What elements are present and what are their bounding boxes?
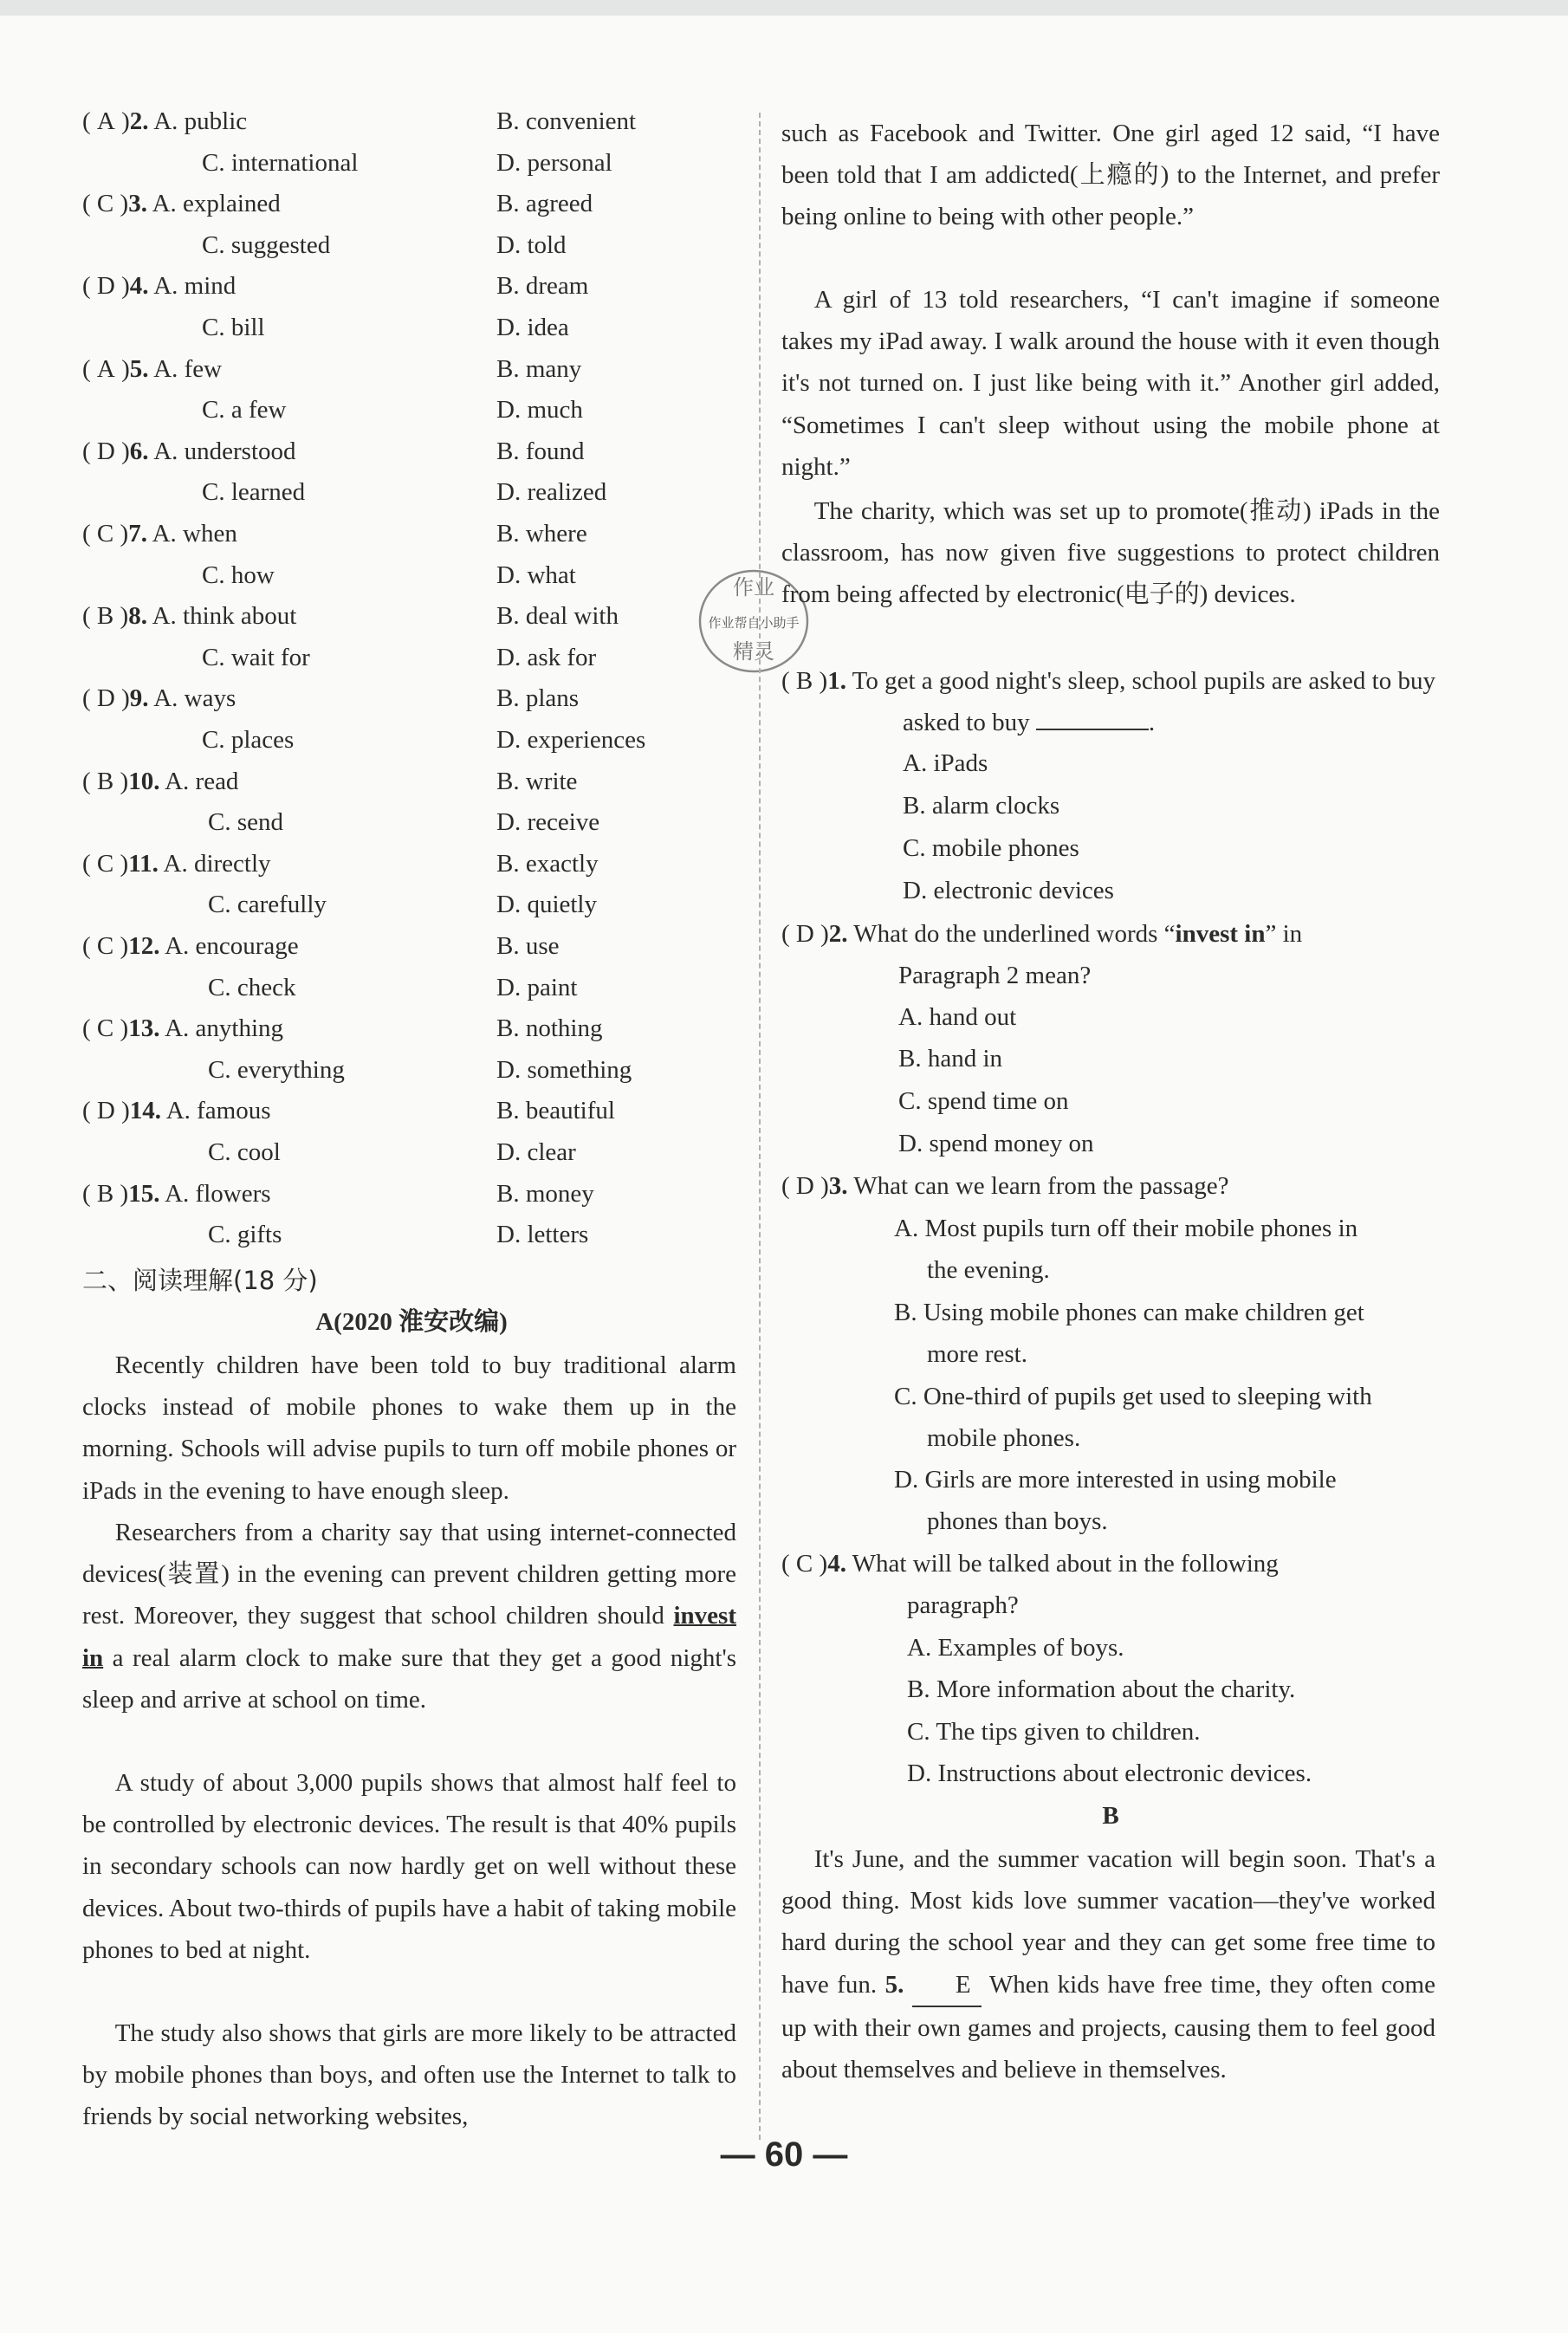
cloze-answer: C xyxy=(96,1014,114,1043)
p2-text-after: a real alarm clock to make sure that they get a good night's sleep and arrive at school on time. xyxy=(82,1643,736,1714)
cloze-answer: D xyxy=(96,1097,115,1125)
q4-option-a: A. Examples of boys. xyxy=(907,1634,1124,1662)
q2-stem-before: What do the underlined words “ xyxy=(853,920,1176,948)
cloze-option-a: A. directly xyxy=(163,849,271,878)
cloze-answer: A xyxy=(96,354,115,383)
cloze-option-d: D. idea xyxy=(496,314,569,341)
cloze-number: 12 xyxy=(128,932,154,960)
cloze-number: 2 xyxy=(129,107,143,135)
cloze-item-15: ( B )15. A. flowers xyxy=(82,1179,271,1208)
cloze-option-d: D. ask for xyxy=(496,643,597,671)
cloze-option-a: A. anything xyxy=(165,1014,284,1043)
cloze-item-7: ( C )7. A. when xyxy=(82,520,237,548)
cloze-option-a: A. ways xyxy=(153,684,236,713)
q2-stem-bold: invest in xyxy=(1175,920,1266,948)
question-2-stem-line2: Paragraph 2 mean? xyxy=(898,962,1092,989)
cloze-answer: B xyxy=(96,767,114,795)
cloze-option-a: A. mind xyxy=(153,272,236,301)
q3-option-c-line1: C. One-third of pupils get used to sleeping with xyxy=(894,1383,1372,1410)
cloze-answer: B xyxy=(96,1179,114,1208)
cloze-option-d: D. told xyxy=(496,230,567,259)
cloze-option-c: C. everything xyxy=(208,1055,345,1084)
cloze-number: 4 xyxy=(129,272,143,301)
cloze-option-b: B. many xyxy=(496,354,582,383)
cloze-option-d: D. what xyxy=(496,561,576,589)
cloze-option-c: C. check xyxy=(208,973,296,1001)
cloze-item-4: ( D )4. A. mind xyxy=(82,272,236,301)
cloze-number: 10 xyxy=(128,767,154,795)
q3-option-d-line1: D. Girls are more interested in using mobile xyxy=(894,1466,1337,1494)
cloze-option-b: B. found xyxy=(496,437,585,465)
q1-blank xyxy=(1036,708,1149,730)
cloze-number: 9 xyxy=(129,684,143,713)
q1-stem-end: . xyxy=(1148,709,1156,736)
cloze-option-b: B. beautiful xyxy=(496,1097,615,1125)
cloze-number: 5 xyxy=(129,354,143,383)
passage-b-title: B xyxy=(1102,1802,1119,1830)
cloze-option-c: C. how xyxy=(202,561,275,589)
q4-stem: What will be talked about in the following xyxy=(852,1550,1279,1578)
cloze-option-a: A. when xyxy=(152,520,237,548)
q3-option-c-line2: mobile phones. xyxy=(927,1424,1081,1452)
cloze-option-b: B. money xyxy=(496,1179,594,1208)
cloze-answer: A xyxy=(96,107,115,135)
passage-a-paragraph-6: The charity, which was set up to promote(推动) iPads in the classroom, has now given five suggestions to protect children from being affected by electronic(电子的) devices. xyxy=(781,497,1440,609)
q3-option-b-line2: more rest. xyxy=(927,1340,1027,1368)
cloze-option-b: B. exactly xyxy=(496,849,599,878)
cloze-item-13: ( C )13. A. anything xyxy=(82,1014,284,1043)
page-number: — 60 — xyxy=(720,2135,848,2174)
cloze-option-b: B. deal with xyxy=(496,602,619,631)
cloze-option-a: A. famous xyxy=(165,1097,271,1125)
scan-edge xyxy=(0,0,1568,16)
q1-option-b: B. alarm clocks xyxy=(903,792,1060,820)
cloze-item-2: ( A )2. A. public xyxy=(82,107,248,135)
section-title: 二、阅读理解(18 分) xyxy=(82,1266,318,1295)
cloze-option-c: C. learned xyxy=(202,478,306,507)
cloze-answer: B xyxy=(96,602,114,631)
cloze-number: 7 xyxy=(128,520,141,548)
q3-number: 3 xyxy=(828,1172,842,1200)
question-4: ( C )4. What will be talked about in the following xyxy=(781,1550,1279,1578)
cloze-option-c: C. a few xyxy=(202,396,287,424)
cloze-number: 11 xyxy=(128,849,152,878)
q1-number: 1 xyxy=(827,667,840,695)
cloze-item-8: ( B )8. A. think about xyxy=(82,602,297,631)
cloze-option-d: D. something xyxy=(496,1055,632,1084)
q3-option-a-line2: the evening. xyxy=(927,1256,1050,1284)
cloze-option-c: C. carefully xyxy=(208,891,327,919)
q2-option-b: B. hand in xyxy=(898,1045,1003,1073)
q2-option-c: C. spend time on xyxy=(898,1087,1069,1115)
question-1: ( B )1. To get a good night's sleep, school pupils are asked to buy xyxy=(781,667,1435,695)
cloze-answer: C xyxy=(96,520,114,548)
passage-a-paragraph-4: The study also shows that girls are more likely to be attracted by mobile phones than boys, and often use the Internet to talk to friends by social networking websites, xyxy=(82,2019,736,2131)
cloze-option-d: D. receive xyxy=(496,808,600,837)
q1-option-c: C. mobile phones xyxy=(903,834,1079,862)
cloze-option-b: B. dream xyxy=(496,272,589,301)
cloze-option-d: D. much xyxy=(496,396,583,424)
passage-a-title: A(2020 淮安改编) xyxy=(315,1308,508,1336)
cloze-option-d: D. realized xyxy=(496,478,607,507)
cloze-item-12: ( C )12. A. encourage xyxy=(82,932,299,960)
cloze-number: 6 xyxy=(129,437,143,465)
cloze-option-d: D. quietly xyxy=(496,891,597,919)
cloze-option-c: C. send xyxy=(208,808,283,837)
q3-option-d-line2: phones than boys. xyxy=(927,1507,1108,1535)
cloze-option-a: A. think about xyxy=(152,602,297,631)
question-3: ( D )3. What can we learn from the passage? xyxy=(781,1172,1229,1200)
cloze-option-b: B. where xyxy=(496,520,587,548)
cloze-item-6: ( D )6. A. understood xyxy=(82,437,296,465)
p2-text-before: Researchers from a charity say that using internet-connected devices(装置) in the evening can prevent children getting more rest. Moreover, they suggest that school children should xyxy=(82,1519,736,1630)
q4-option-d: D. Instructions about electronic devices. xyxy=(907,1759,1312,1787)
column-divider xyxy=(759,113,761,2140)
q4-option-c: C. The tips given to children. xyxy=(907,1718,1201,1746)
cloze-number: 13 xyxy=(128,1014,154,1043)
cloze-answer: D xyxy=(96,684,115,713)
passage-b-text-after: When kids have free time, they often come up with their own games and projects, causing them to feel good about themselves and believe in themselves. xyxy=(781,1970,1435,2084)
q4-option-b: B. More information about the charity. xyxy=(907,1675,1296,1703)
cloze-answer: C xyxy=(96,932,114,960)
passage-a-paragraph-3: A study of about 3,000 pupils shows that almost half feel to be controlled by electronic devices. The result is that 40% pupils in secondary schools can now hardly get on well without these devices. About two-thirds of pupils have a habit of taking mobile phones to bed at night. xyxy=(82,1769,736,1964)
passage-b-text-before: It's June, and the summer vacation will begin soon. That's a good thing. Most kids love summer vacation—they've worked hard during the school year and they can get some free time to have fun. xyxy=(781,1845,1435,1999)
q1-option-a: A. iPads xyxy=(903,749,988,777)
cloze-option-b: B. use xyxy=(496,932,560,960)
passage-b-paragraph xyxy=(781,1838,1435,2090)
cloze-answer: D xyxy=(96,437,115,465)
cloze-option-d: D. experiences xyxy=(496,726,646,754)
q3-option-a-line1: A. Most pupils turn off their mobile phones in xyxy=(894,1215,1358,1242)
cloze-option-c: C. cool xyxy=(208,1138,281,1166)
q1-answer: B xyxy=(795,667,813,695)
cloze-number: 14 xyxy=(129,1097,155,1125)
question-1-stem-line2: asked to buy . xyxy=(903,709,1156,736)
passage-b-blank-answer: E xyxy=(912,1964,982,2007)
cloze-option-d: D. letters xyxy=(496,1221,589,1249)
cloze-answer: C xyxy=(96,190,114,218)
cloze-answer: C xyxy=(96,849,114,878)
q2-option-a: A. hand out xyxy=(898,1003,1017,1031)
cloze-option-d: D. personal xyxy=(496,148,612,177)
cloze-option-a: A. read xyxy=(165,767,239,795)
q3-stem: What can we learn from the passage? xyxy=(853,1172,1229,1200)
cloze-option-a: A. public xyxy=(153,107,248,135)
q2-number: 2 xyxy=(828,920,842,948)
cloze-option-c: C. bill xyxy=(202,314,265,341)
cloze-number: 8 xyxy=(128,602,141,631)
q2-option-d: D. spend money on xyxy=(898,1130,1094,1157)
cloze-option-b: B. nothing xyxy=(496,1014,603,1043)
q3-option-b-line1: B. Using mobile phones can make children get xyxy=(894,1299,1364,1326)
q1-option-d: D. electronic devices xyxy=(903,877,1114,904)
passage-b-blank-number: 5. xyxy=(884,1970,904,1999)
page-number-value: 60 xyxy=(764,2135,804,2174)
cloze-option-b: B. write xyxy=(496,767,578,795)
q3-answer: D xyxy=(795,1172,814,1200)
cloze-item-14: ( D )14. A. famous xyxy=(82,1097,271,1125)
passage-a-paragraph-5: A girl of 13 told researchers, “I can't imagine if someone takes my iPad away. I walk around the house with it even though it's not turned on. I just like being with it.” Another girl added, “Sometimes I can't sleep without using the mobile phone at night.” xyxy=(781,286,1440,481)
passage-a-paragraph-4-continued: such as Facebook and Twitter. One girl aged 12 said, “I have been told that I am addicted(上瘾的) to the Internet, and prefer being online to being with other people.” xyxy=(781,120,1440,231)
q2-stem-after: ” in xyxy=(1265,920,1303,948)
cloze-item-9: ( D )9. A. ways xyxy=(82,684,236,713)
cloze-option-a: A. understood xyxy=(153,437,296,465)
cloze-answer: D xyxy=(96,272,115,301)
passage-a-paragraph-1: Recently children have been told to buy traditional alarm clocks instead of mobile phones to wake them up in the morning. Schools will advise pupils to turn off mobile phones or iPads in the evening to have enough sleep. xyxy=(82,1351,736,1505)
cloze-number: 15 xyxy=(128,1179,154,1208)
q4-number: 4 xyxy=(827,1550,840,1578)
q1-stem: To get a good night's sleep, school pupils are asked to buy xyxy=(852,667,1435,695)
cloze-item-3: ( C )3. A. explained xyxy=(82,190,281,218)
cloze-item-11: ( C )11. A. directly xyxy=(82,849,271,878)
cloze-item-10: ( B )10. A. read xyxy=(82,767,239,795)
cloze-option-a: A. explained xyxy=(152,190,281,218)
cloze-option-b: B. agreed xyxy=(496,190,593,218)
question-4-stem-line2: paragraph? xyxy=(907,1591,1019,1619)
passage-a-paragraph-2 xyxy=(82,1512,736,1721)
cloze-option-a: A. few xyxy=(153,354,223,383)
question-2: ( D )2. What do the underlined words “invest in” in xyxy=(781,920,1303,948)
cloze-option-c: C. international xyxy=(202,148,359,177)
stamp-line-1: 作业 xyxy=(733,575,774,599)
cloze-option-b: B. convenient xyxy=(496,107,637,135)
cloze-item-5: ( A )5. A. few xyxy=(82,354,223,383)
cloze-option-a: A. flowers xyxy=(165,1179,271,1208)
underlined-phrase: invest in xyxy=(82,1602,736,1672)
cloze-option-a: A. encourage xyxy=(165,932,299,960)
cloze-option-d: D. clear xyxy=(496,1138,576,1166)
cloze-number: 3 xyxy=(128,190,141,218)
cloze-option-d: D. paint xyxy=(496,973,578,1001)
q2-answer: D xyxy=(795,920,814,948)
q4-answer: C xyxy=(795,1550,813,1578)
cloze-option-c: C. places xyxy=(202,726,295,754)
cloze-option-b: B. plans xyxy=(496,684,580,713)
stamp-line-2: 作业帮自小助手 xyxy=(708,615,800,631)
cloze-option-c: C. suggested xyxy=(202,230,331,259)
cloze-option-c: C. wait for xyxy=(202,643,310,671)
stamp-line-3: 精灵 xyxy=(733,639,774,664)
cloze-option-c: C. gifts xyxy=(208,1221,282,1249)
